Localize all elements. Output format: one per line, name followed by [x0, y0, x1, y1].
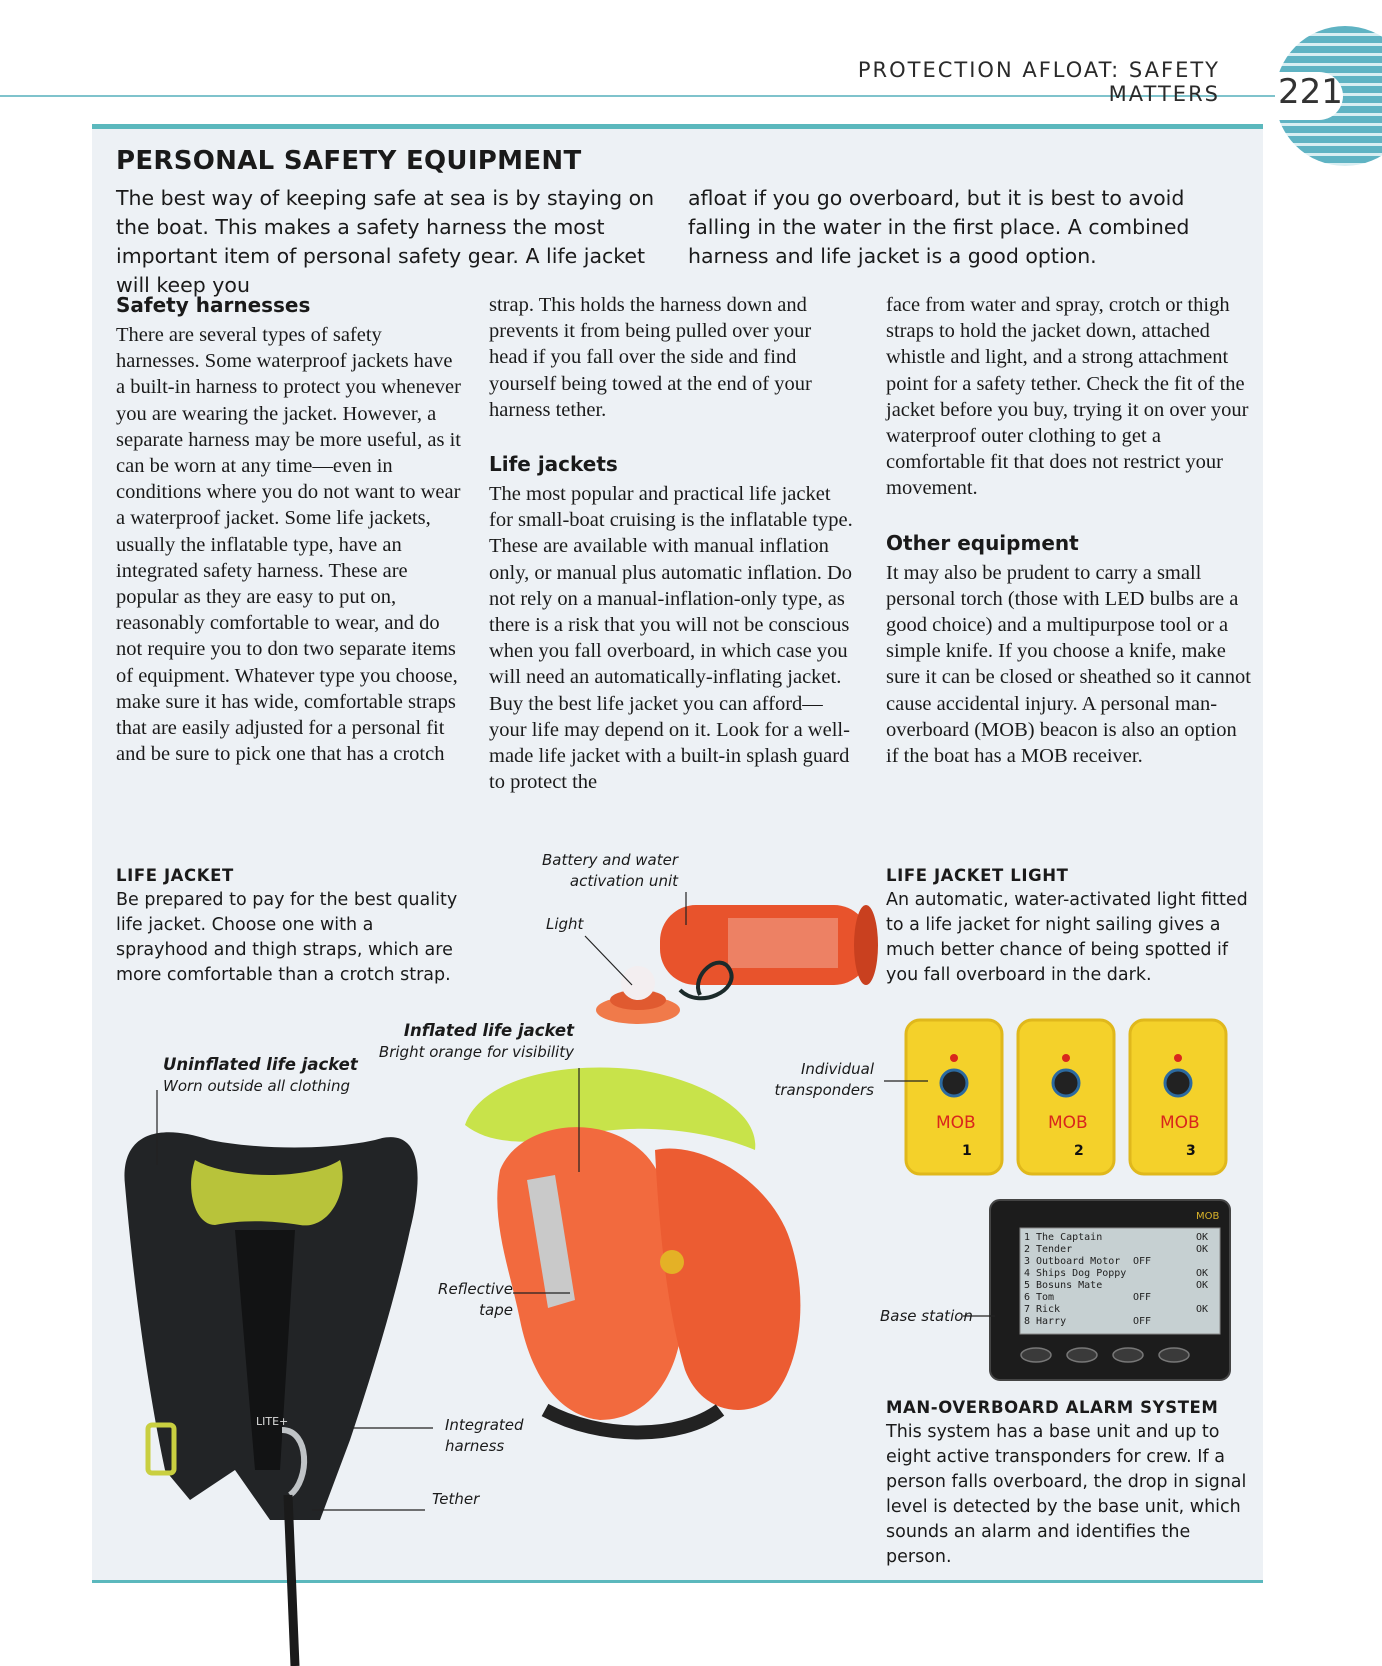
label-base-station: Base station	[880, 1307, 973, 1325]
intro-right: afloat if you go overboard, but it is best to avoid falling in the water in the first place. A combined harness and life jacket is a good option.	[688, 186, 1190, 268]
label-transponders-line2: transponders	[774, 1081, 874, 1099]
crew-num-1: 1	[1024, 1232, 1031, 1243]
crew-status-4: OK	[1196, 1268, 1209, 1279]
page-number: 221	[1278, 72, 1343, 112]
crew-name-4: Ships Dog Poppy	[1036, 1268, 1127, 1279]
label-transponders	[770, 1059, 874, 1101]
mob-badge-3: MOB	[1160, 1113, 1200, 1133]
caption-life-jacket-text: Be prepared to pay for the best quality life jacket. Choose one with a sprayhood and thigh straps, which are more comfortable than a crotch strap.	[116, 890, 458, 985]
label-tether: Tether	[432, 1490, 480, 1508]
caption-life-jacket-title: LIFE JACKET	[116, 866, 234, 885]
harness-heading: Safety harnesses	[116, 293, 311, 317]
crew-num-4: 4	[1024, 1268, 1031, 1279]
vest-brand-text: LITE+	[256, 1415, 289, 1428]
label-uninflated-title: Uninflated life jacket	[163, 1055, 358, 1074]
crew-status-8: OFF	[1133, 1316, 1152, 1327]
label-integrated	[445, 1415, 524, 1457]
label-battery-line2: activation unit	[569, 872, 678, 890]
crew-num-6: 6	[1024, 1292, 1031, 1303]
crew-status-5: OK	[1196, 1280, 1209, 1291]
crew-status-1: OK	[1196, 1232, 1209, 1243]
crew-status-3: OFF	[1133, 1256, 1152, 1267]
label-reflective-line1: Reflective	[438, 1280, 513, 1298]
label-uninflated	[163, 1054, 403, 1097]
caption-light-title: LIFE JACKET LIGHT	[886, 866, 1069, 885]
label-inflated-sub: Bright orange for visibility	[378, 1043, 574, 1061]
running-head: PROTECTION AFLOAT: SAFETY MATTERS	[857, 58, 1220, 106]
crew-name-6: Tom	[1036, 1292, 1055, 1303]
crew-num-8: 8	[1024, 1316, 1031, 1327]
label-inflated-title: Inflated life jacket	[403, 1021, 574, 1040]
lifejackets-heading: Life jackets	[489, 452, 618, 477]
crew-name-7: Rick	[1036, 1304, 1061, 1315]
label-battery-line1: Battery and water	[541, 851, 678, 869]
crew-num-3: 3	[1024, 1256, 1031, 1267]
caption-mob-title: MAN-OVERBOARD ALARM SYSTEM	[886, 1398, 1219, 1417]
transponder-1	[906, 1020, 1002, 1174]
transponder-2	[1018, 1020, 1114, 1174]
crew-name-3: Outboard Motor	[1036, 1256, 1121, 1267]
label-integrated-line1: Integrated	[445, 1416, 524, 1434]
caption-mob-text: This system has a base unit and up to eight active transponders for crew. If a person falls overboard, the drop in signal level is detected by the base unit, which sounds an alarm and identifies the person.	[886, 1422, 1247, 1567]
label-reflective	[420, 1279, 513, 1321]
crew-status-7: OK	[1196, 1304, 1209, 1315]
inflated-vest-illustration	[465, 1067, 800, 1432]
transponder-number-3: 3	[1186, 1143, 1196, 1159]
base-station-brand: MOB	[1196, 1211, 1220, 1222]
caption-light-text: An automatic, water-activated light fitted to a life jacket for night sailing gives a much better chance of being spotted if you fall overboard in the dark.	[886, 890, 1248, 985]
light-unit-illustration	[596, 905, 878, 1024]
uninflated-vest-illustration	[124, 1132, 417, 1666]
label-transponders-line1: Individual	[800, 1060, 874, 1078]
lifejackets-text-continued: face from water and spray, crotch or thigh straps to hold the jacket down, attached whistle and light, and a strong attachment point for a safety tether. Check the fit of the jacket before you buy, trying it on over your waterproof outer clothing to get a comfortable fit that does not restrict your movement.	[886, 294, 1249, 500]
mob-badge-1: MOB	[936, 1113, 976, 1133]
transponder-number-1: 1	[962, 1143, 972, 1159]
lifejackets-text: The most popular and practical life jacket for small-boat cruising is the inflatable type. These are available with manual inflation only, or manual plus automatic inflation. Do not rely on a manual-inflation-only type, as there is a risk that you will not be conscious when you fall overboard, in which case you will need an automatically-inflating jacket. Buy the best life jacket you can afford—your life may depend on it. Look for a well-made life jacket with a built-in splash guard to protect the	[489, 483, 853, 794]
crew-num-5: 5	[1024, 1280, 1031, 1291]
crew-name-1: The Captain	[1036, 1232, 1103, 1243]
harness-text-continued: strap. This holds the harness down and prevents it from being pulled over your head if you fall over the side and find yourself being towed at the end of your harness tether.	[489, 294, 812, 421]
crew-num-2: 2	[1024, 1244, 1031, 1255]
crew-num-7: 7	[1024, 1304, 1031, 1315]
label-integrated-line2: harness	[445, 1437, 505, 1455]
harness-text: There are several types of safety harnesses. Some waterproof jackets have a built-in harness to protect you whenever you are wearing the jacket. However, a separate harness may be more useful, as it can be worn at any time—even in conditions where you do not want to wear a waterproof jacket. Some life jackets, usually the inflatable type, have an integrated safety harness. These are popular as they are easy to put on, reasonably comfortable to wear, and do not require you to don two separate items of equipment. Whatever type you choose, make sure it has wide, comfortable straps that are easily adjusted for a personal fit and be sure to pick one that has a crotch	[116, 324, 461, 766]
crew-name-2: Tender	[1036, 1244, 1073, 1255]
crew-status-2: OK	[1196, 1244, 1209, 1255]
transponder-3	[1130, 1020, 1226, 1174]
other-heading: Other equipment	[886, 530, 1079, 555]
transponders-illustration	[906, 1020, 1226, 1174]
label-uninflated-sub: Worn outside all clothing	[163, 1077, 350, 1095]
mob-badge-2: MOB	[1048, 1113, 1088, 1133]
transponder-number-2: 2	[1074, 1143, 1084, 1159]
label-light: Light	[546, 915, 584, 933]
crew-status-6: OFF	[1133, 1292, 1152, 1303]
label-reflective-line2: tape	[479, 1301, 513, 1319]
label-battery	[520, 850, 678, 892]
crew-name-5: Bosuns Mate	[1036, 1280, 1103, 1291]
other-text: It may also be prudent to carry a small personal torch (those with LED bulbs are a good choice) and a multipurpose tool or a simple knife. If you choose a knife, make sure it can be closed or sheathed so it cannot cause accidental injury. A personal man-overboard (MOB) beacon is also an option if the boat has a MOB receiver.	[886, 561, 1251, 768]
crew-name-8: Harry	[1036, 1316, 1067, 1327]
section-title: PERSONAL SAFETY EQUIPMENT	[116, 146, 582, 176]
intro-left: The best way of keeping safe at sea is by staying on the boat. This makes a safety harness the most important item of personal safety gear. A life jacket will keep you	[116, 186, 655, 297]
